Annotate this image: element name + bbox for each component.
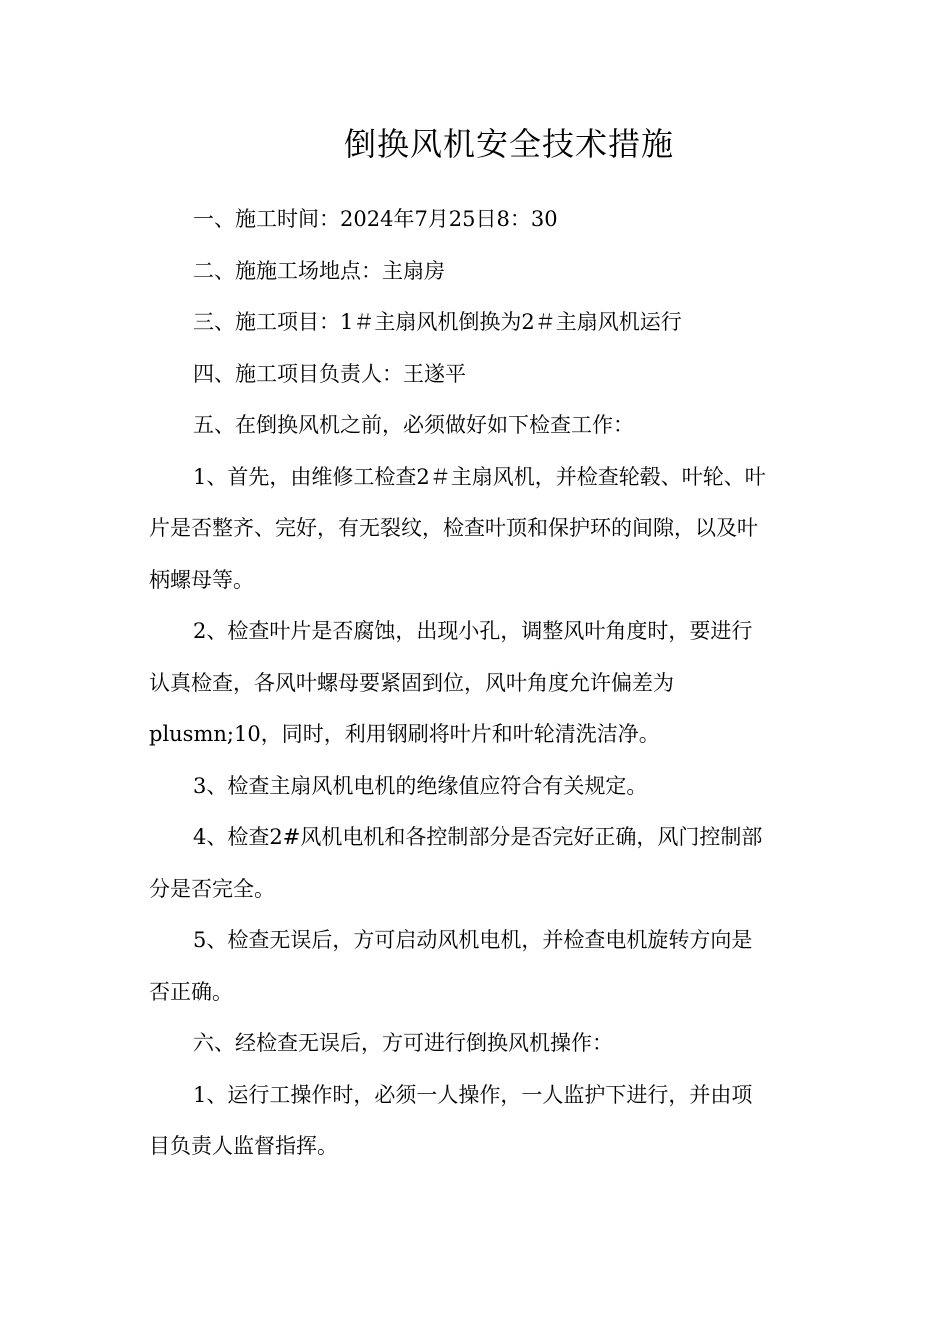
text-line: 目负责人监督指挥。 [149,1134,338,1158]
text-line: 片是否整齐、完好，有无裂纹，检查叶顶和保护环的间隙，以及叶 [149,516,758,540]
paragraph-pre-check-heading [149,400,809,452]
text-line: 认真检查，各风叶螺母要紧固到位，风叶角度允许偏差为 [149,670,674,695]
text-line: 3、检查主扇风机电机的绝缘值应符合有关规定。 [193,773,648,798]
paragraph-construction-site [149,246,809,298]
paragraph-check-4 [149,812,809,915]
paragraph-project-leader [149,349,809,401]
text-line: 分是否完全。 [149,876,275,901]
text-line: 二、施施工场地点：主扇房 [193,258,445,283]
text-line: 柄螺母等。 [149,567,254,592]
paragraph-operation-heading [149,1018,809,1070]
paragraph-check-5 [149,915,809,1018]
text-line: 六、经检查无误后，方可进行倒换风机操作： [193,1031,613,1055]
text-line: 2、检查叶片是否腐蚀，出现小孔，调整风叶角度时，要进行 [193,619,753,643]
paragraph-operation-1 [149,1070,809,1173]
paragraph-check-2 [149,606,809,761]
text-line: 四、施工项目负责人：王遂平 [193,361,466,386]
document-title: 倒换风机安全技术措施 [343,125,674,163]
text-line: 5、检查无误后，方可启动风机电机，并检查电机旋转方向是 [193,928,753,952]
paragraph-check-1 [149,452,809,607]
text-line: 五、在倒换风机之前，必须做好如下检查工作： [193,413,634,437]
text-line: 一、施工时间：2024年7月25日8：30 [193,207,558,231]
paragraph-check-3 [149,761,809,813]
document-body [149,194,809,1173]
text-line: 否正确。 [149,979,233,1004]
text-line: 1、首先，由维修工检查2＃主扇风机，并检查轮毂、叶轮、叶 [193,464,766,489]
paragraph-construction-time [149,194,809,246]
text-line: 4、检查2#风机电机和各控制部分是否完好正确，风门控制部 [193,825,763,849]
paragraph-construction-project [149,297,809,349]
text-line: 三、施工项目：1＃主扇风机倒换为2＃主扇风机运行 [193,310,682,334]
text-line: 1、运行工操作时，必须一人操作，一人监护下进行，并由项 [193,1082,753,1107]
text-line: plusmn;10，同时，利用钢刷将叶片和叶轮清洗洁净。 [149,722,660,746]
